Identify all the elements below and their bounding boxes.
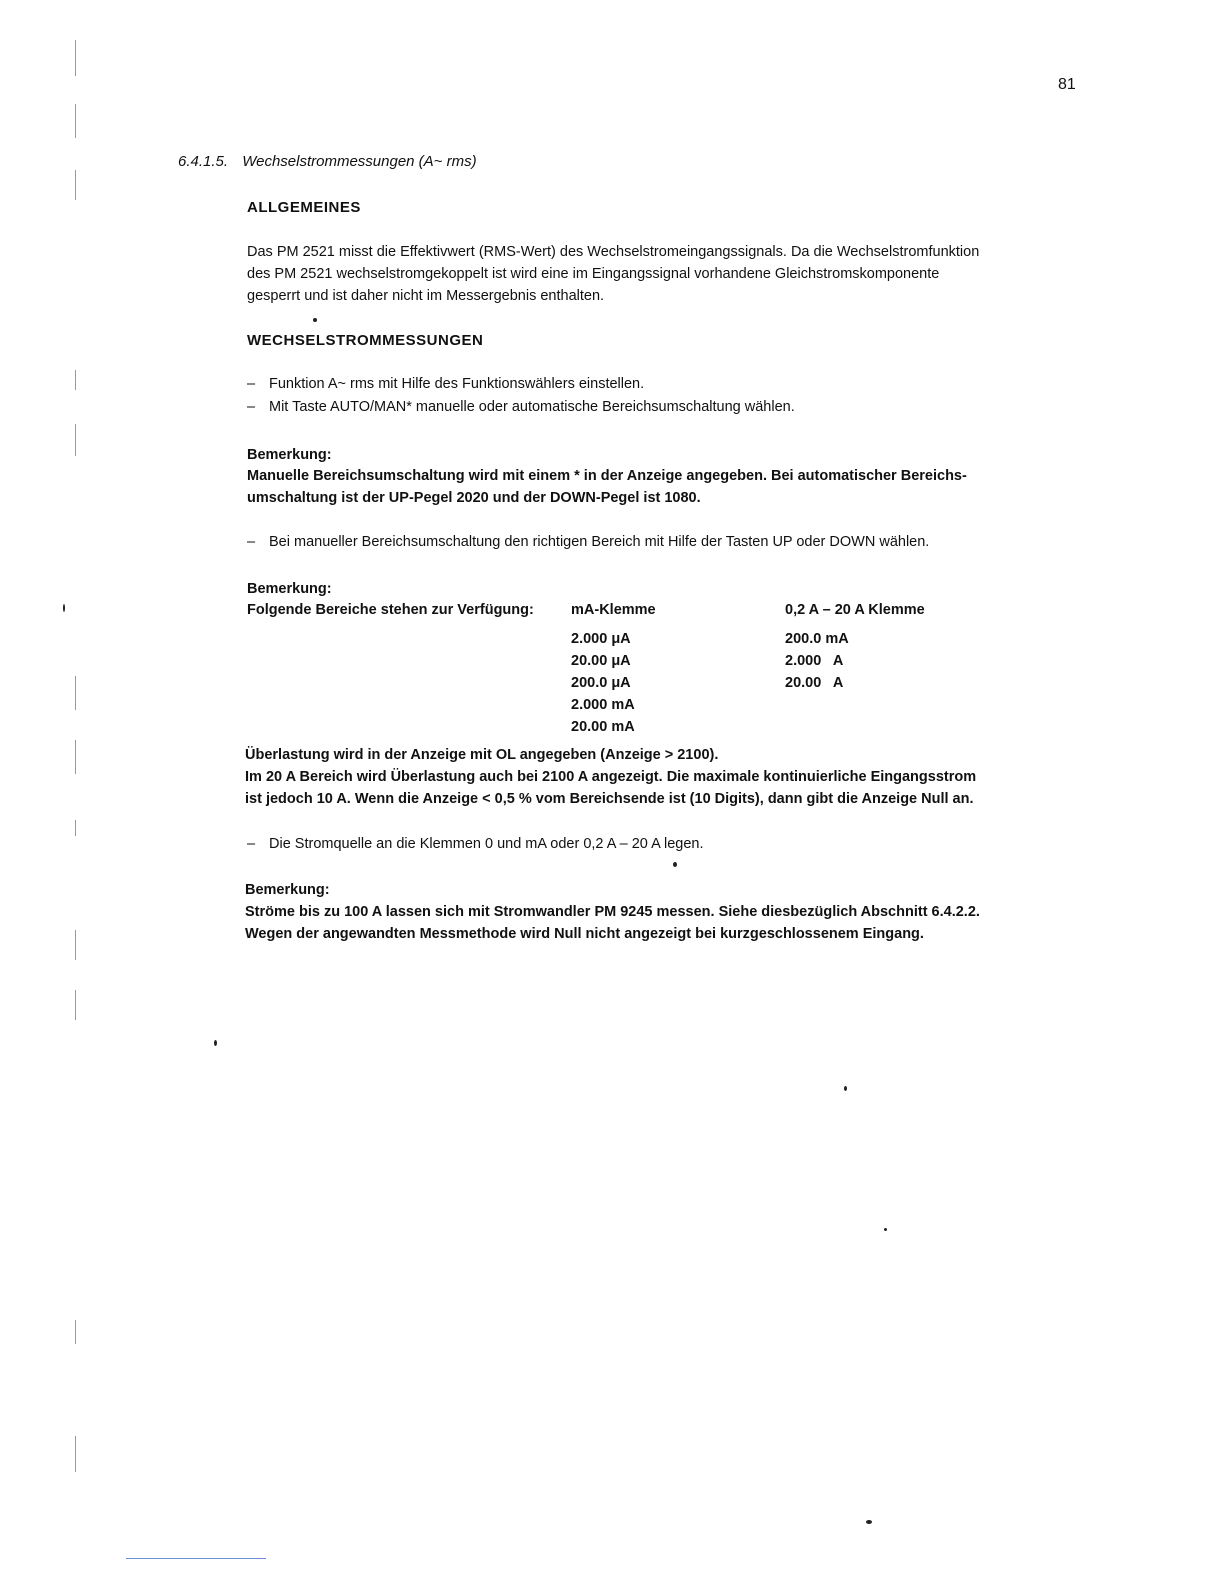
range-value: 20.00 μA <box>571 653 631 669</box>
a-terminal-column <box>785 599 925 694</box>
step-item <box>247 376 644 392</box>
section-heading <box>178 153 477 170</box>
overload-line: ist jedoch 10 A. Wenn die Anzeige < 0,5 % vom Bereichsende ist (10 Digits), dann gibt die Anzeige Null an. <box>245 791 974 807</box>
margin-rule <box>75 104 76 138</box>
margin-rule <box>75 170 76 200</box>
column-header: 0,2 A – 20 A Klemme <box>785 602 925 618</box>
section-title: Wechselstrommessungen (A~ rms) <box>242 153 477 170</box>
ma-terminal-column <box>571 599 656 738</box>
note-body <box>245 901 980 945</box>
note-line: Ströme bis zu 100 A lassen sich mit Stromwandler PM 9245 messen. Siehe diesbezüglich Abschnitt 6.4.2.2. <box>245 904 980 920</box>
scan-speck <box>844 1086 847 1091</box>
note-label: Bemerkung: <box>245 882 330 898</box>
step-dash: – <box>247 534 256 550</box>
step-item <box>247 534 929 550</box>
messungen-heading: WECHSELSTROMMESSUNGEN <box>247 332 484 349</box>
scan-speck <box>63 604 65 612</box>
note-label: Bemerkung: <box>247 581 332 597</box>
range-value: 20.00 mA <box>571 719 635 735</box>
range-value: 2.000 mA <box>571 697 635 713</box>
range-value: 20.00 A <box>785 675 844 691</box>
margin-rule <box>75 740 76 774</box>
scan-speck <box>884 1228 887 1231</box>
paragraph-line: Das PM 2521 misst die Effektivwert (RMS-Wert) des Wechselstromeingangssignals. Da die Wechselstromfunktion <box>247 244 980 260</box>
paragraph-line: des PM 2521 wechselstromgekoppelt ist wird eine im Eingangssignal vorhandene Gleichstromskomponente <box>247 266 940 282</box>
note-body <box>247 465 967 509</box>
step-text: Die Stromquelle an die Klemmen 0 und mA oder 0,2 A – 20 A legen. <box>269 836 704 852</box>
page-number: 81 <box>1058 76 1076 93</box>
note-line: umschaltung ist der UP-Pegel 2020 und der DOWN-Pegel ist 1080. <box>247 490 701 506</box>
scan-speck <box>214 1040 217 1046</box>
margin-rule <box>75 1436 76 1472</box>
paragraph-line: gesperrt und ist daher nicht im Messergebnis enthalten. <box>247 288 605 304</box>
bottom-underline <box>126 1558 266 1559</box>
step-item <box>247 399 795 415</box>
margin-rule <box>75 40 76 76</box>
margin-rule <box>75 820 76 836</box>
scan-speck <box>866 1520 872 1524</box>
step-text: Bei manueller Bereichsumschaltung den richtigen Bereich mit Hilfe der Tasten UP oder DOWN wählen. <box>269 534 930 550</box>
step-dash: – <box>247 399 256 415</box>
note-label: Bemerkung: <box>247 447 332 463</box>
step-dash: – <box>247 376 256 392</box>
range-value: 2.000 μA <box>571 631 631 647</box>
margin-rule <box>75 424 76 456</box>
note-line: Wegen der angewandten Messmethode wird Null nicht angezeigt bei kurzgeschlossenem Eingang. <box>245 926 924 942</box>
scan-speck <box>673 862 677 867</box>
overload-line: Im 20 A Bereich wird Überlastung auch bei 2100 A angezeigt. Die maximale kontinuierliche Eingangsstrom <box>245 769 977 785</box>
margin-rule <box>75 930 76 960</box>
margin-rule <box>75 990 76 1020</box>
range-value: 2.000 A <box>785 653 844 669</box>
step-item <box>247 836 703 852</box>
range-value: 200.0 mA <box>785 631 849 647</box>
column-header: mA-Klemme <box>571 602 656 618</box>
range-value: 200.0 μA <box>571 675 631 691</box>
section-number: 6.4.1.5. <box>178 153 229 170</box>
margin-rule <box>75 370 76 390</box>
note-line: Manuelle Bereichsumschaltung wird mit einem * in der Anzeige angegeben. Bei automatischer Bereichs- <box>247 468 967 484</box>
step-text: Mit Taste AUTO/MAN* manuelle oder automatische Bereichsumschaltung wählen. <box>269 399 795 415</box>
ranges-intro: Folgende Bereiche stehen zur Verfügung: <box>247 602 534 618</box>
allgemeines-heading: ALLGEMEINES <box>247 199 361 216</box>
margin-rule <box>75 1320 76 1344</box>
overload-paragraph <box>245 744 976 810</box>
allgemeines-paragraph <box>247 241 979 307</box>
step-text: Funktion A~ rms mit Hilfe des Funktionswählers einstellen. <box>269 376 645 392</box>
margin-rule <box>75 676 76 710</box>
step-dash: – <box>247 836 256 852</box>
overload-line: Überlastung wird in der Anzeige mit OL angegeben (Anzeige > 2100). <box>245 747 719 763</box>
scan-speck <box>313 318 317 322</box>
